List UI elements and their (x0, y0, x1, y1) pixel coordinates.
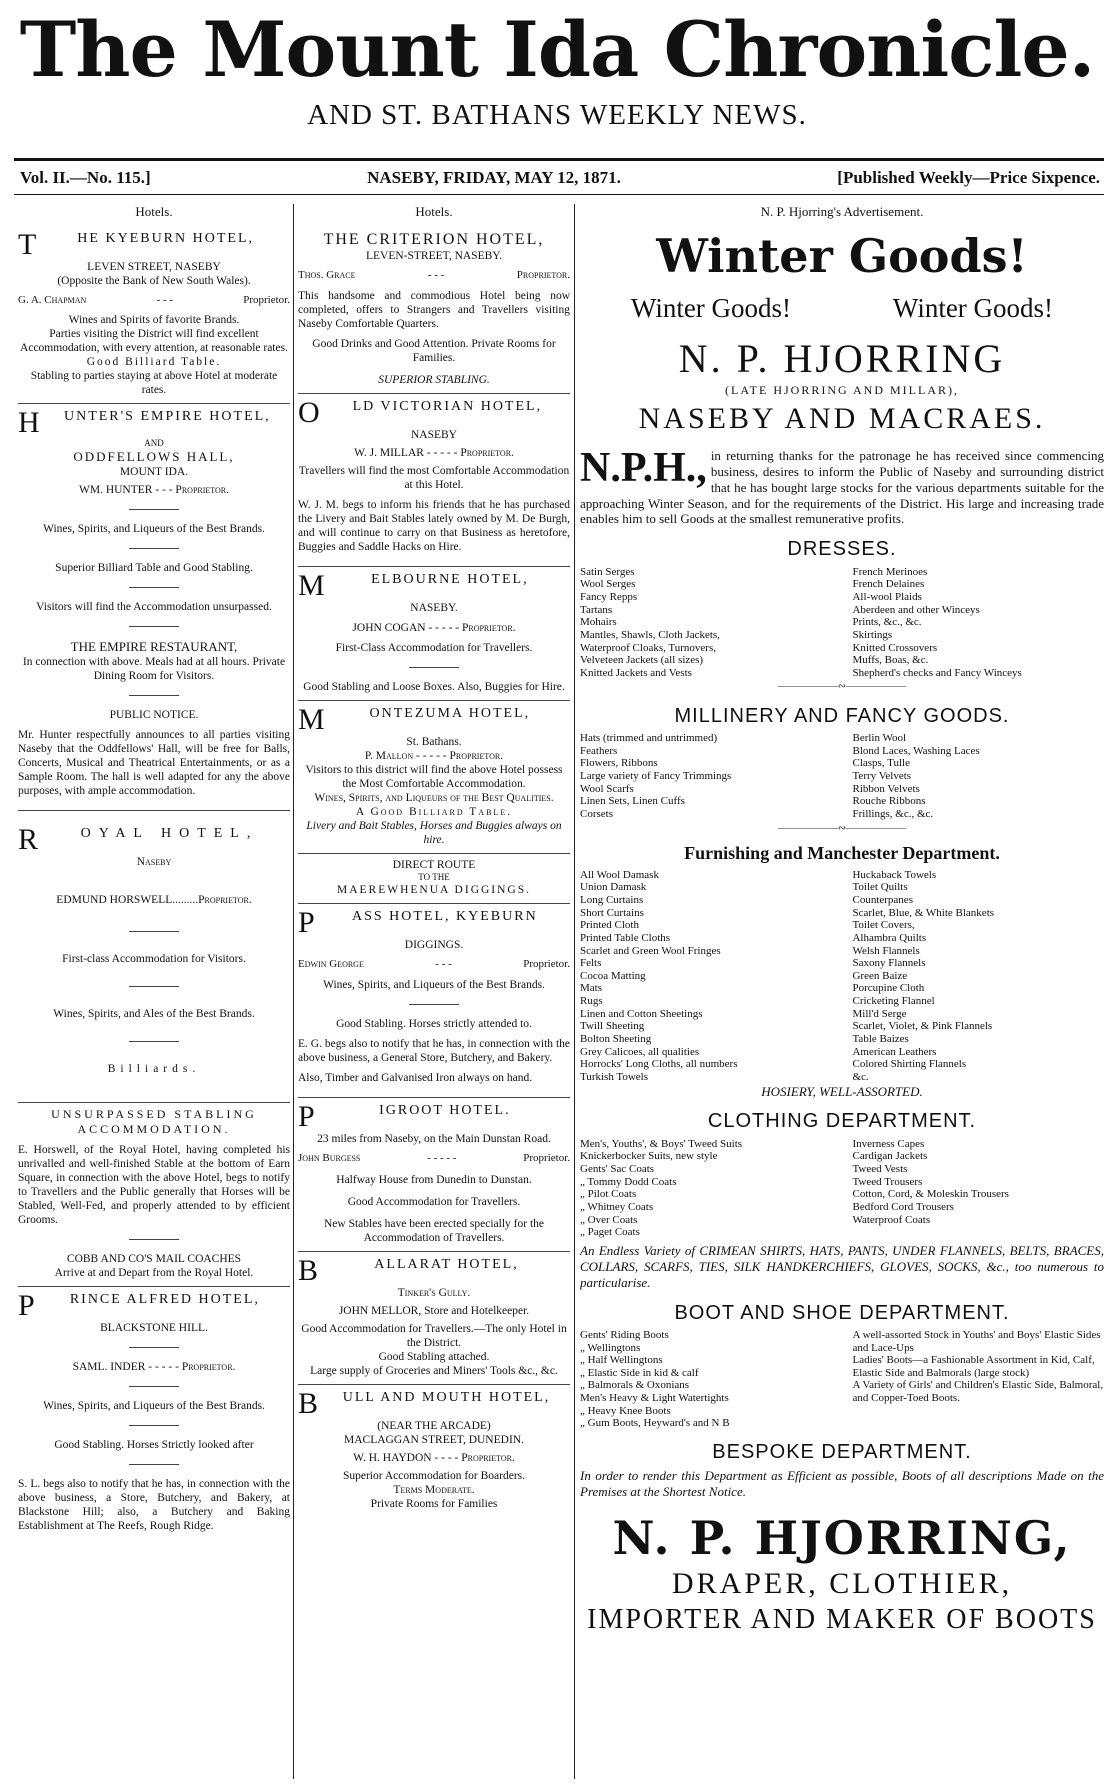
list-item: Frillings, &c., &c. (852, 807, 934, 820)
list-item: Flowers, Ribbons (580, 757, 658, 770)
list-item: Cardigan Jackets (852, 1150, 928, 1163)
list-item: American Leathers (852, 1045, 937, 1058)
ad-line: Good Drinks and Good Attention. Private Rooms for Families. (312, 337, 556, 364)
footer-trade-1: DRAPER, CLOTHIER, (671, 1567, 1013, 1601)
ad-criterion-hotel: THE CRITERION HOTEL, LEVEN-STREET, NASEBY. Thos. Grace - - - Proprietor. This handsome and commodious Hotel being now completed, offers to Strangers and Travellers visiting Naseby Comfortable Quarters. Good Drinks and Good Attention. Private Rooms for Families. SUPERIOR STABLING. (298, 226, 570, 394)
masthead (0, 0, 1114, 132)
stabling-title: UNSURPASSED STABLING ACCOMMODATION. (51, 1107, 257, 1136)
list-left (580, 1329, 832, 1430)
ad-line: Good Stabling. Horses strictly attended to. (336, 1017, 532, 1030)
list-right (852, 869, 1104, 1084)
list-item: Terry Velvets (852, 769, 912, 782)
proprietor-line: WM. HUNTER - - - Proprietor. (78, 484, 230, 497)
divider (129, 931, 179, 932)
list-item: Cotton, Cord, & Moleskin Trousers (852, 1188, 1009, 1201)
list-item: Twill Sheeting (580, 1020, 645, 1033)
drop-initial: T (18, 227, 39, 261)
drop-initial: P (298, 1099, 317, 1133)
list-item: &c. (852, 1070, 869, 1083)
list-item: Men's, Youths', & Boys' Tweed Suits (580, 1137, 743, 1150)
list-item: Wool Serges (580, 578, 636, 591)
drop-initial: P (18, 1288, 37, 1322)
list-right (852, 566, 1104, 680)
newspaper-subtitle: AND ST. BATHANS WEEKLY NEWS. (307, 99, 807, 131)
list-item: Knitted Jackets and Vests (580, 666, 692, 679)
dateline-bar (20, 166, 1100, 190)
divider (129, 1239, 179, 1240)
ad-line: Stabling to parties staying at above Hotel at moderate rates. (30, 370, 278, 397)
ad-line: Halfway House from Dunedin to Dunstan. (336, 1174, 532, 1187)
notice-title: PUBLIC NOTICE. (109, 709, 199, 722)
list-item: Blond Laces, Washing Laces (852, 744, 980, 757)
ad-line: Billiards. (107, 1063, 201, 1076)
proprietor-label: Proprietor. (516, 269, 570, 282)
ad-line: First-class Accommodation for Visitors. (62, 953, 246, 966)
winter-goods-sub: Winter Goods! (892, 292, 1054, 323)
hotel-place: Tinker's Gully. (397, 1287, 471, 1300)
hotel-name: ULL AND MOUTH HOTEL, (342, 1390, 551, 1406)
winter-goods-sub: Winter Goods! (630, 292, 792, 323)
list-item: Rugs (580, 995, 603, 1008)
list-item: Bedford Cord Trousers (852, 1201, 954, 1214)
column-divider-2 (574, 204, 575, 1779)
list-left (580, 1138, 832, 1239)
drop-initial: P (298, 906, 317, 940)
ad-line: 23 miles from Naseby, on the Main Dunstan Road. (317, 1132, 551, 1145)
list-item: Waterproof Cloaks, Turnovers, (580, 641, 716, 654)
section-clothing: CLOTHING DEPARTMENT. (707, 1110, 977, 1133)
hotel-name: THE CRITERION HOTEL, (323, 230, 545, 248)
ad-line: Wines, Spirits, and Ales of the Best Brands. (53, 1008, 255, 1021)
hotel-name: ELBOURNE HOTEL, (371, 572, 529, 588)
list-item: Bolton Sheeting (580, 1033, 652, 1045)
ad-line: First-Class Accommodation for Travellers. (335, 642, 533, 655)
hall-name: ODDFELLOWS HALL, (73, 449, 235, 465)
column-hjorring-advertisement (580, 204, 1104, 1779)
merchant-locations: NASEBY AND MACRAES. (638, 402, 1046, 436)
list-item: Colored Shirting Flannels (852, 1058, 967, 1071)
list-item: French Delaines (852, 578, 925, 591)
list-item: Union Damask (580, 881, 647, 894)
column-hotels-1 (18, 204, 290, 1779)
proprietor-line: P. Mallon - - - - - Proprietor. (364, 750, 504, 763)
list-item: Short Curtains (580, 906, 644, 919)
bespoke-text: In order to render this Department as Efficient as possible, Boots of all descriptions Made on the Premises at the Shortest Notice. (580, 1468, 1104, 1500)
list-item: Linen Sets, Linen Cuffs (580, 795, 685, 808)
list-item: Toilet Covers, (852, 919, 915, 932)
list-item: Cricketing Flannel (852, 995, 935, 1008)
list-item: Satin Serges (580, 565, 635, 578)
list-item: All-wool Plaids (852, 590, 922, 603)
ad-line: Wines, Spirits, and Liqueurs of the Best Brands. (43, 1399, 265, 1412)
list-item: „ Pilot Coats (580, 1188, 637, 1201)
list-item: Tweed Vests (852, 1163, 908, 1176)
ad-line: (NEAR THE ARCADE) (377, 1420, 491, 1433)
ornament-divider: ——————∾—————— (777, 681, 907, 693)
price-note: [Published Weekly—Price Sixpence. (837, 168, 1100, 187)
list-item: Long Curtains (580, 893, 644, 906)
proprietor-label: Proprietor. (523, 1151, 570, 1164)
list-item: Berlin Wool (852, 732, 907, 745)
hotel-place: DIGGINGS. (404, 939, 464, 952)
coaches-title: COBB AND CO'S MAIL COACHES (66, 1252, 242, 1265)
ad-bull-and-mouth-hotel (298, 1385, 570, 1517)
proprietor-line: SAML. INDER - - - - - Proprietor. (72, 1360, 236, 1373)
column-divider-1 (293, 204, 294, 1779)
hotel-place: BLACKSTONE HILL. (100, 1321, 208, 1334)
ad-line: Wines and Spirits of favorite Brands. (68, 314, 240, 327)
list-item: Waterproof Coats (852, 1213, 931, 1226)
section-dresses: DRESSES. (787, 538, 897, 561)
list-item: Skirtings (852, 628, 893, 641)
intro-initials: N.P.H., (580, 445, 707, 492)
list-item: Men's Heavy & Light Watertights (580, 1392, 729, 1405)
ornament-divider: ——————∾—————— (777, 822, 907, 834)
ad-text: Also, Timber and Galvanised Iron always on hand. (298, 1071, 533, 1084)
list-item: Printed Cloth (580, 919, 639, 932)
drop-initial: R (18, 823, 47, 857)
column-header: Hotels. (415, 204, 453, 219)
ad-text: S. L. begs also to notify that he has, in connection with the above business, a Store, Butchery, and Bakery, at Blackstone Hill; also, a Butchery and Baking Establishment at The Reefs, Rough Ridge. (18, 1477, 290, 1532)
hotel-place: NASEBY. (410, 602, 458, 615)
divider (129, 626, 179, 627)
stabling-text: E. Horswell, of the Royal Hotel, having completed his unrivalled and well-finished Stable at the bottom of Earn Square, in connection with the above Hotel, begs to notify to Travellers and the Public generally that Horses will be Stabled, Well-Fed, and properly attended to by efficient Grooms. (18, 1143, 290, 1226)
ad-line: Parties visiting the District will find excellent Accommodation, with every attention, at reasonable rates. (20, 328, 288, 355)
ad-line: Visitors will find the Accommodation unsurpassed. (36, 601, 272, 614)
list-item: Huckaback Towels (852, 868, 937, 881)
hotel-name: LD VICTORIAN HOTEL, (352, 398, 543, 414)
ad-line: Good Accommodation for Travellers. (347, 1196, 521, 1209)
divider (129, 695, 179, 696)
list-item: Alhambra Quilts (852, 931, 927, 944)
ad-prince-alfred-hotel (18, 1287, 290, 1545)
hotel-place: MOUNT IDA. (119, 466, 189, 479)
section-boot-shoe: BOOT AND SHOE DEPARTMENT. (674, 1301, 1010, 1324)
ad-stabling (18, 1103, 290, 1286)
millinery-list (580, 732, 1104, 820)
list-item: Mats (580, 982, 602, 995)
hotel-street: MACLAGGAN STREET, DUNEDIN. (344, 1434, 524, 1447)
list-item: Toilet Quilts (852, 881, 908, 894)
drop-initial: O (298, 395, 322, 429)
list-item: „ Gum Boots, Heyward's and N B (580, 1417, 730, 1430)
list-item: „ Elastic Side in kid & calf (580, 1366, 699, 1379)
list-item: Printed Table Cloths (580, 931, 671, 944)
list-item: Fancy Repps (580, 590, 638, 603)
list-item: Muffs, Boas, &c. (852, 654, 929, 667)
list-item: „ Heavy Knee Boots (580, 1404, 671, 1417)
list-item: Mill'd Serge (852, 1007, 907, 1020)
proprietor-name: G. A. Chapman (18, 293, 87, 306)
furnishing-list (580, 869, 1104, 1084)
list-item: Tartans (580, 603, 613, 616)
ad-line: Travellers will find the most Comfortable Accommodation at this Hotel. (298, 464, 570, 491)
list-item: „ Balmorals & Oxonians (580, 1379, 690, 1392)
list-right (852, 732, 1104, 820)
route-destination: MAEREWHENUA DIGGINGS. (336, 884, 532, 897)
section-millinery: MILLINERY AND FANCY GOODS. (674, 704, 1010, 727)
list-left (580, 566, 832, 680)
route-to: TO THE (418, 872, 450, 883)
ad-royal-hotel (18, 811, 290, 1103)
list-item: Linen and Cotton Sheetings (580, 1007, 703, 1020)
restaurant-text: In connection with above. Meals had at all hours. Private Dining Room for Visitors. (22, 656, 286, 683)
divider (129, 1347, 179, 1348)
ad-old-victorian-hotel (298, 394, 570, 567)
issue-date: NASEBY, FRIDAY, MAY 12, 1871. (367, 168, 621, 187)
list-item: Mantles, Shawls, Cloth Jackets, (580, 628, 720, 641)
list-item: Knitted Crossovers (852, 641, 938, 654)
divider (129, 587, 179, 588)
ad-line: Good Accommodation for Travellers.—The only Hotel in the District. (301, 1323, 567, 1350)
proprietor-label: Proprietor. (523, 958, 570, 971)
merchant-former-name: (LATE HJORRING AND MILLAR), (725, 382, 959, 397)
list-left (580, 732, 832, 820)
ad-line: Large supply of Groceries and Miners' Tools &c., &c. (310, 1365, 558, 1378)
intro-text: in returning thanks for the patronage he has received since commencing business, desires to inform the Public of Naseby and surrounding district that he has bought large stocks for the various departments suitable for the approaching Winter Season, and for the requirements of the District. His large and increasing trade enables him to sell Goods at the smallest remunerative profits. (580, 448, 1104, 527)
list-right (852, 1138, 1104, 1239)
list-item: Large variety of Fancy Trimmings (580, 769, 732, 782)
ad-line: Visitors to this district will find the above Hotel possess the Most Comfortable Accommodation. (305, 764, 563, 791)
hotel-name: ONTEZUMA HOTEL, (369, 706, 531, 722)
ad-hunters-empire-hotel (18, 404, 290, 811)
hosiery-line: HOSIERY, WELL-ASSORTED. (761, 1083, 923, 1099)
ad-melbourne-hotel (298, 567, 570, 701)
intro-paragraph (580, 445, 1104, 527)
list-item: Tweed Trousers (852, 1175, 923, 1188)
divider (129, 548, 179, 549)
hotel-name: RINCE ALFRED HOTEL, (69, 1291, 260, 1307)
ad-text: E. G. begs also to notify that he has, in connection with the above business, a General Store, Butchery, and Bakery. (298, 1037, 570, 1064)
masthead-rule-top (14, 158, 1104, 161)
ad-line: Good Stabling and Loose Boxes. Also, Buggies for Hire. (303, 681, 565, 694)
ad-line: Wines, Spirits, and Liqueurs of the Best Brands. (43, 523, 265, 536)
drop-initial: M (298, 569, 327, 603)
list-item: „ Wellingtons (580, 1341, 641, 1354)
proprietor-line: JOHN COGAN - - - - - Proprietor. (352, 622, 516, 635)
restaurant-title: THE EMPIRE RESTAURANT, (70, 639, 238, 655)
drop-initial: M (298, 703, 327, 737)
list-item: Cocoa Matting (580, 969, 646, 982)
list-item: Inverness Capes (852, 1137, 925, 1150)
list-item: Clasps, Tulle (852, 757, 910, 770)
column-header: N. P. Hjorring's Advertisement. (760, 204, 924, 219)
proprietor-name: Thos. Grace (298, 269, 356, 282)
proprietor-label: Proprietor. (243, 293, 290, 306)
hotel-name: OYAL HOTEL, (80, 826, 259, 842)
ad-line: Terms Moderate. (393, 1484, 475, 1497)
divider (129, 1386, 179, 1387)
ad-line: Livery and Bait Stables, Horses and Buggies always on hire. (306, 820, 562, 847)
notice-text: Mr. Hunter respectfully announces to all parties visiting Naseby that the Oddfellows' Hall, will be free for Balls, Concerts, Musical and Theatrical Entertainments, or as a Sample Room. The hall is well adapted for any the above purposes, with ample accommodation. (18, 729, 290, 798)
proprietor-line: W. H. HAYDON - - - - Proprietor. (353, 1452, 515, 1465)
route-title: DIRECT ROUTE (392, 859, 476, 872)
list-item: Turkish Towels (580, 1070, 648, 1083)
column-hotels-2 (298, 204, 570, 1779)
list-item: Scarlet, Violet, & Pink Flannels (852, 1020, 993, 1033)
boot-list (580, 1329, 1104, 1430)
hotel-name: ALLARAT HOTEL, (374, 1257, 519, 1273)
divider (129, 1425, 179, 1426)
masthead-rule-bottom (14, 194, 1104, 195)
list-item: A well-assorted Stock in Youths' and Boys' Elastic Sides and Lace-Ups (852, 1328, 1101, 1354)
ad-line: AND (144, 438, 164, 449)
list-item: „ Tommy Dodd Coats (580, 1175, 677, 1188)
list-item: Wool Scarfs (580, 782, 634, 795)
coaches-text: Arrive at and Depart from the Royal Hotel. (54, 1266, 254, 1279)
list-item: „ Paget Coats (580, 1226, 640, 1239)
list-item: Saxony Flannels (852, 957, 926, 970)
list-item: French Merinoes (852, 565, 928, 578)
proprietor-line: W. J. MILLAR - - - - - Proprietor. (354, 446, 514, 459)
ad-line: Good Stabling attached. (378, 1351, 490, 1364)
dresses-list (580, 566, 1104, 680)
ad-line: Superior Accommodation for Boarders. (342, 1470, 526, 1483)
ad-line: Private Rooms for Families (370, 1498, 498, 1511)
proprietor-name: John Burgess (298, 1151, 361, 1164)
list-item: All Wool Damask (580, 868, 659, 881)
list-item: Welsh Flannels (852, 944, 920, 957)
footer-trade-2: IMPORTER AND MAKER OF BOOTS (587, 1603, 1097, 1635)
list-item: Scarlet, Blue, & White Blankets (852, 906, 995, 919)
ad-line: Superior Billiard Table and Good Stabling. (55, 562, 253, 575)
hotel-location-note: (Opposite the Bank of New South Wales). (57, 274, 251, 287)
list-left (580, 869, 832, 1084)
hotel-street: LEVEN STREET, NASEBY (87, 260, 221, 273)
proprietor-line: JOHN MELLOR, Store and Hotelkeeper. (338, 1305, 530, 1318)
list-item: „ Half Wellingtons (580, 1354, 663, 1367)
list-item: Ladies' Boots—a Fashionable Assortment in Kid, Calf, Elastic Side and Balmorals (large stock) (852, 1354, 1095, 1379)
drop-initial: H (18, 406, 42, 440)
ad-text: W. J. M. begs to inform his friends that he has purchased the Livery and Bait Stables lately owned by M. De Burgh, and will continue to carry on that Business as heretofore, Buggies and Saddle Hacks on Hire. (298, 498, 570, 553)
drop-initial: B (298, 1254, 321, 1288)
section-bespoke: BESPOKE DEPARTMENT. (712, 1441, 972, 1464)
clothing-variety: An Endless Variety of CRIMEAN SHIRTS, HATS, PANTS, UNDER FLANNELS, BELTS, BRACES, COLLARS, SCARFS, TIES, SILK HANDKERCHIEFS, GLOVES, SOCKS, &c., too numerous to particularise. (580, 1242, 1104, 1290)
ad-line: New Stables have been erected specially for the Accommodation of Travellers. (324, 1218, 544, 1245)
divider (409, 667, 459, 668)
list-item: A Variety of Girls' and Children's Elastic Side, Balmoral, and Copper-Toed Boots. (852, 1379, 1104, 1405)
list-item: Porcupine Cloth (852, 982, 925, 995)
list-item: Shepherd's checks and Fancy Winceys (852, 666, 1022, 679)
ad-kyeburn-hotel: T HE KYEBURN HOTEL, LEVEN STREET, NASEBY (Opposite the Bank of New South Wales). G. A. Chapman - - - Proprietor. Wines and Spirits of favorite Brands. Parties visiting the District will find excellent Accommodation, with every attention, at reasonable rates. Good Billiard Table. Stabling to parties staying at above Hotel at moderate rates. (18, 226, 290, 405)
list-item: Horrocks' Long Cloths, all numbers (580, 1058, 738, 1071)
list-item: Rouche Ribbons (852, 795, 926, 808)
ad-line: Good Billiard Table. (86, 356, 222, 369)
list-item: Feathers (580, 744, 618, 757)
list-right (852, 1329, 1104, 1430)
list-item: Aberdeen and other Winceys (852, 603, 980, 616)
ad-line: Wines, Spirits, and Liqueurs of the Best Qualities. (314, 792, 554, 805)
proprietor-line: EDMUND HORSWELL.........Proprietor. (56, 894, 252, 907)
divider (409, 1004, 459, 1005)
merchant-name: N. P. HJORRING (678, 335, 1006, 381)
hotel-name: IGROOT HOTEL. (379, 1102, 511, 1118)
ad-text: This handsome and commodious Hotel being now completed, offers to Strangers and Travellers visiting Naseby Comfortable Quarters. (298, 289, 570, 330)
list-item: Gents' Sac Coats (580, 1163, 655, 1176)
ad-line: Good Stabling. Horses Strictly looked after (54, 1438, 254, 1451)
list-item: Knickerbocker Suits, new style (580, 1150, 718, 1163)
footer-merchant-name: N. P. HJORRING, (612, 1511, 1072, 1566)
ad-direct-route (298, 854, 570, 904)
hotel-place: NASEBY (410, 428, 457, 441)
list-item: „ Whitney Coats (580, 1201, 654, 1214)
list-item: Ribbon Velvets (852, 782, 920, 795)
ad-montezuma-hotel (298, 701, 570, 854)
list-item: Felts (580, 957, 602, 970)
list-item: Gents' Riding Boots (580, 1328, 669, 1341)
ad-ballarat-hotel (298, 1252, 570, 1385)
hotel-name: HE KYEBURN HOTEL, (77, 230, 255, 246)
divider (129, 986, 179, 987)
proprietor-name: Edwin George (298, 958, 364, 971)
hotel-name: ASS HOTEL, KYEBURN (351, 909, 538, 925)
hotel-street: LEVEN-STREET, NASEBY. (366, 250, 502, 263)
section-furnishing: Furnishing and Manchester Department. (684, 842, 1000, 863)
list-item: Green Baize (852, 969, 908, 982)
list-item: Scarlet and Green Wool Fringes (580, 944, 721, 957)
ad-line: A Good Billiard Table. (355, 806, 513, 819)
divider (129, 1464, 179, 1465)
ad-line: Wines, Spirits, and Liqueurs of the Best Brands. (323, 978, 545, 991)
list-item: Counterpanes (852, 893, 913, 906)
newspaper-title: The Mount Ida Chronicle. (19, 5, 1095, 94)
list-item: Corsets (580, 807, 613, 820)
hotel-place: Naseby (136, 856, 172, 869)
list-item: „ Over Coats (580, 1213, 638, 1226)
list-item: Prints, &c., &c. (852, 616, 922, 629)
drop-initial: B (298, 1387, 321, 1421)
divider (129, 509, 179, 510)
list-item: Mohairs (580, 616, 617, 629)
winter-goods-headline: Winter Goods! (656, 228, 1028, 283)
list-item: Table Baizes (852, 1033, 909, 1045)
list-item: Hats (trimmed and untrimmed) (580, 732, 718, 745)
list-item: Velveteen Jackets (all sizes) (580, 654, 704, 667)
hotel-place: St. Bathans. (406, 736, 462, 749)
clothing-list (580, 1138, 1104, 1239)
ad-pigroot-hotel: P IGROOT HOTEL. 23 miles from Naseby, on the Main Dunstan Road. John Burgess - - - - - Proprietor. Halfway House from Dunedin to Dunstan. Good Accommodation for Travellers. New Stables have been erected specially for the Accommodation of Travellers. (298, 1098, 570, 1252)
volume-number: Vol. II.—No. 115.] (20, 168, 151, 187)
column-header: Hotels. (135, 204, 173, 219)
list-item: Grey Calicoes, all qualities (580, 1045, 700, 1058)
hotel-name: UNTER'S EMPIRE HOTEL, (63, 409, 271, 425)
ad-line: SUPERIOR STABLING. (378, 373, 490, 386)
ad-pass-hotel: P ASS HOTEL, KYEBURN DIGGINGS. Edwin George - - - Proprietor. Wines, Spirits, and Liqueurs of the Best Brands. Good Stabling. Horses strictly attended to. E. G. begs also to notify that he has, in connection with the above business, a General Store, Butchery, and Bakery. Also, Timber and Galvanised Iron always on hand. (298, 904, 570, 1098)
divider (129, 1041, 179, 1042)
